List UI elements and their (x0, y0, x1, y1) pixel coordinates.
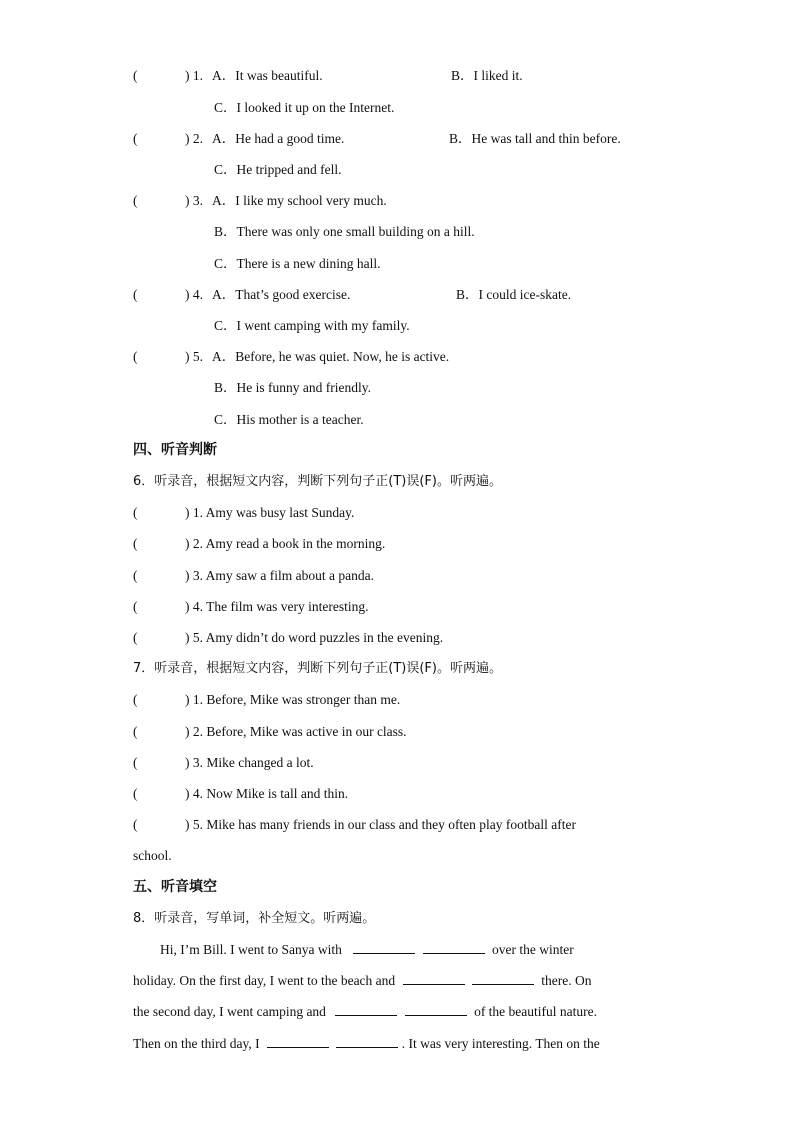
answer-paren: ( (133, 349, 138, 364)
option-c: C．I looked it up on the Internet. (214, 100, 395, 115)
option-b: B．I liked it. (451, 68, 523, 83)
answer-blank[interactable] (335, 1003, 397, 1016)
option-c: C．His mother is a teacher. (214, 412, 364, 427)
question-number: ) 2. (185, 131, 203, 146)
option-b: B．He is funny and friendly. (214, 380, 371, 395)
passage-text: the second day, I went camping and (133, 1004, 326, 1019)
option-c: C．He tripped and fell. (214, 162, 342, 177)
passage-text: over the winter (491, 942, 574, 957)
answer-paren: ( (133, 786, 138, 801)
passage-line-4 (133, 1035, 655, 1053)
answer-blank[interactable] (267, 1035, 329, 1048)
judge-item-continuation: school. (133, 848, 172, 863)
passage-text: Then on the third day, I (133, 1036, 260, 1051)
answer-paren: ( (133, 68, 138, 83)
judge-item: ) 4. Now Mike is tall and thin. (185, 786, 349, 801)
passage-text: holiday. On the first day, I went to the beach and (133, 973, 396, 988)
option-a: A．I like my school very much. (212, 193, 387, 208)
question-number: ) 1. (185, 68, 203, 83)
passage-text: Hi, I’m Bill. I went to Sanya with (160, 942, 342, 957)
answer-blank[interactable] (336, 1035, 398, 1048)
answer-paren: ( (133, 599, 138, 614)
answer-paren: ( (133, 630, 138, 645)
question-number: ) 5. (185, 349, 203, 364)
judge-item: ) 4. The film was very interesting. (185, 599, 369, 614)
option-b: B．I could ice-skate. (456, 287, 572, 302)
passage-text: of the beautiful nature. (474, 1004, 598, 1019)
answer-paren: ( (133, 755, 138, 770)
answer-blank[interactable] (472, 972, 534, 985)
passage-line-1 (160, 941, 610, 959)
option-b: B．He was tall and thin before. (449, 131, 621, 146)
judge-item: ) 5. Amy didn’t do word puzzles in the evening. (185, 630, 444, 645)
judge-item: ) 2. Before, Mike was active in our class. (185, 724, 407, 739)
answer-paren: ( (133, 568, 138, 583)
passage-text: there. On (541, 973, 592, 988)
answer-paren: ( (133, 505, 138, 520)
question-6-instruction: 6．听录音，根据短文内容，判断下列句子正(T)误(F)。听两遍。 (133, 474, 502, 489)
judge-item: ) 2. Amy read a book in the morning. (185, 536, 386, 551)
option-b: B．There was only one small building on a hill. (214, 224, 475, 239)
answer-paren: ( (133, 287, 138, 302)
answer-blank[interactable] (353, 941, 415, 954)
answer-paren: ( (133, 817, 138, 832)
question-number: ) 4. (185, 287, 203, 302)
judge-item: ) 5. Mike has many friends in our class and they often play football after (185, 817, 577, 832)
question-7-instruction: 7．听录音，根据短文内容，判断下列句子正(T)误(F)。听两遍。 (133, 661, 502, 676)
judge-item: ) 3. Amy saw a film about a panda. (185, 568, 374, 583)
passage-text: . It was very interesting. Then on the (401, 1036, 600, 1051)
option-c: C．There is a new dining hall. (214, 256, 381, 271)
answer-paren: ( (133, 536, 138, 551)
answer-blank[interactable] (405, 1003, 467, 1016)
passage-line-3 (133, 1003, 655, 1021)
answer-paren: ( (133, 131, 138, 146)
passage-line-2 (133, 972, 655, 990)
answer-paren: ( (133, 193, 138, 208)
answer-paren: ( (133, 724, 138, 739)
option-a: A．That’s good exercise. (212, 287, 351, 302)
section-heading-listen-fill: 五、听音填空 (133, 879, 217, 895)
judge-item: ) 1. Before, Mike was stronger than me. (185, 692, 401, 707)
option-c: C．I went camping with my family. (214, 318, 410, 333)
answer-blank[interactable] (403, 972, 465, 985)
answer-blank[interactable] (423, 941, 485, 954)
option-a: A．It was beautiful. (212, 68, 323, 83)
option-a: A．He had a good time. (212, 131, 345, 146)
question-8-instruction: 8．听录音，写单词，补全短文。听两遍。 (133, 911, 376, 926)
option-a: A．Before, he was quiet. Now, he is active. (212, 349, 450, 364)
judge-item: ) 3. Mike changed a lot. (185, 755, 314, 770)
judge-item: ) 1. Amy was busy last Sunday. (185, 505, 355, 520)
question-number: ) 3. (185, 193, 203, 208)
answer-paren: ( (133, 692, 138, 707)
section-heading-listen-judge: 四、听音判断 (133, 442, 217, 458)
